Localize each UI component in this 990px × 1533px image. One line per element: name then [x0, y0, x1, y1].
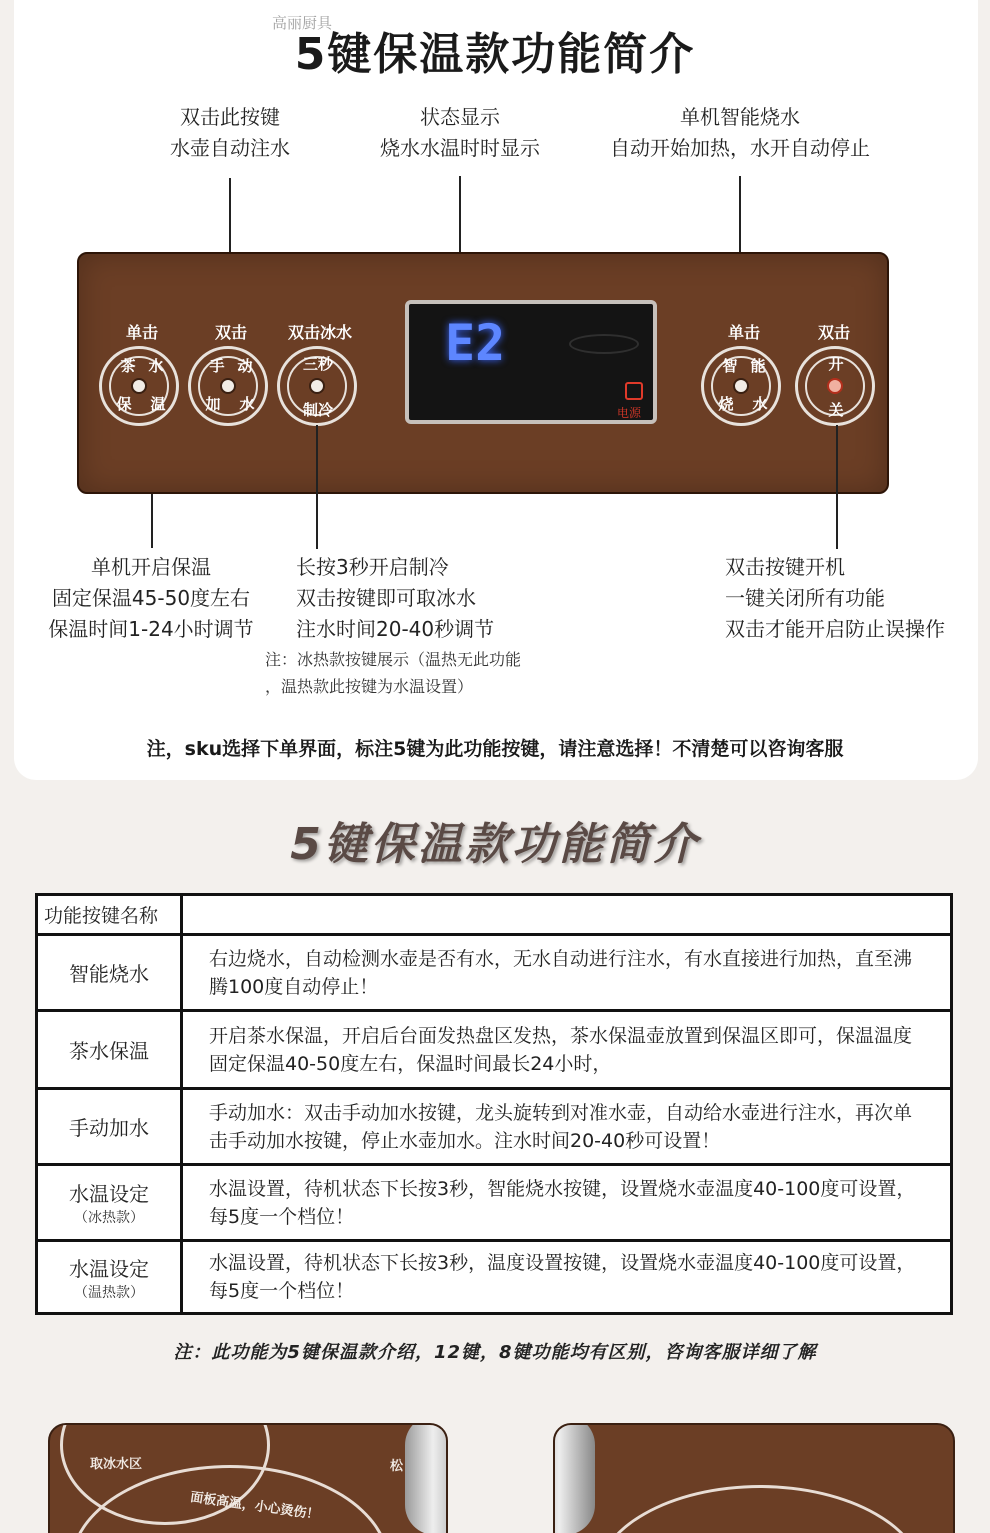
page-title: 5键保温款功能简介: [294, 29, 696, 80]
btn-char: 茶: [120, 357, 136, 375]
callout-cold-line3: 注水时间20-40秒调节: [296, 617, 495, 641]
table-desc-cell: 水温设置，待机状态下长按3秒，温度设置按键，设置烧水壶温度40-100度可设置，每5度一个档位！: [182, 1241, 952, 1314]
btn-char: 智: [722, 357, 738, 375]
leader-line-cold: [316, 425, 318, 549]
product-photo-right: [553, 1423, 955, 1533]
table-row: [37, 1241, 952, 1314]
section-title: 5键保温款功能简介: [290, 819, 700, 870]
tea-keep-warm-button[interactable]: [99, 346, 179, 426]
btn-label-tea: 单击: [125, 323, 158, 342]
table-key-cell: [37, 935, 182, 1011]
table-row: [37, 1165, 952, 1241]
cold-button-note: [265, 646, 521, 700]
kettle-graphic: [405, 1423, 448, 1533]
power-icon: [625, 382, 643, 400]
table-desc-cell: 手动加水：双击手动加水按键，龙头旋转到对准水壶，自动给水壶进行注水，再次单击手动加水按键，停止水壶加水。注水时间20-40秒可设置！: [182, 1089, 952, 1165]
callout-cold-line1: 长按3秒开启制冷: [296, 555, 449, 579]
callout-boil-line1: 单机智能烧水: [680, 105, 800, 129]
key-name: 水温设定: [69, 1182, 149, 1206]
btn-char: 烧: [718, 395, 734, 413]
model-note: 注：此功能为5键保温款介绍，12键，8键功能均有区别，咨询客服详细了解: [173, 1342, 817, 1363]
status-display: [405, 300, 657, 424]
key-name: 智能烧水: [69, 962, 149, 986]
key-sub: （温热款）: [74, 1284, 144, 1301]
callout-keep-warm-line2: 固定保温45-50度左右: [51, 586, 251, 610]
smart-boil-button[interactable]: [701, 346, 781, 426]
btn-label-manual: 双击: [214, 323, 247, 342]
photo-label: 面板高温，小心烫伤！: [189, 1490, 321, 1523]
table-desc-cell: 右边烧水，自动检测水壶是否有水，无水自动进行注水，有水直接进行加热，直至沸腾100度自动停止！: [182, 935, 952, 1011]
btn-label-boil: 单击: [727, 323, 760, 342]
table-header-key: 功能按键名称: [37, 895, 182, 935]
display-ring-graphic: [569, 334, 639, 354]
callout-power-line2: 一键关闭所有功能: [725, 586, 885, 610]
display-code: E2: [445, 314, 506, 372]
btn-char: 三秒: [302, 355, 333, 373]
callout-status-line1: 状态显示: [420, 105, 500, 129]
leader-line-power: [836, 425, 838, 549]
callout-keep-warm: [20, 552, 282, 645]
product-photo-left: [48, 1423, 448, 1533]
kettle-graphic: [553, 1423, 595, 1533]
callout-cold-line2: 双击按键即可取冰水: [296, 586, 476, 610]
callout-status-line2: 烧水水温时时显示: [380, 136, 540, 160]
callout-power: [725, 552, 975, 645]
function-table: [35, 893, 953, 1315]
callout-cold: [296, 552, 556, 645]
callout-kettle-line1: 双击此按键: [180, 105, 280, 129]
table-row: [37, 1011, 952, 1089]
table-key-cell: [37, 1011, 182, 1089]
btn-char: 加: [205, 395, 221, 413]
btn-char: 制冷: [302, 401, 333, 419]
cold-note-line1: 注：冰热款按键展示（温热无此功能: [265, 650, 522, 669]
sku-note: 注，sku选择下单界面，标注5键为此功能按键，请注意选择！不清楚可以咨询客服: [146, 738, 844, 760]
callout-power-line3: 双击才能开启防止误操作: [725, 617, 945, 641]
btn-char: 水: [148, 357, 164, 375]
table-row: [37, 1089, 952, 1165]
table-header-desc: [182, 895, 952, 935]
btn-char: 温: [150, 395, 166, 413]
key-sub: （冰热款）: [74, 1210, 144, 1226]
leader-line-keep-warm: [151, 494, 153, 548]
callout-boil-line2: 自动开始加热，水开自动停止: [610, 136, 870, 160]
btn-label-power: 双击: [817, 323, 850, 342]
callout-keep-warm-line3: 保温时间1-24小时调节: [48, 617, 254, 641]
table-desc-cell: 开启茶水保温，开启后台面发热盘区发热，茶水保温壶放置到保温区即可，保温温度固定保温40-50度左右，保温时间最长24小时，: [182, 1011, 952, 1089]
table-key-cell: [37, 1165, 182, 1241]
key-name: 水温设定: [69, 1256, 149, 1281]
btn-char: 开: [828, 355, 844, 373]
ring-graphic: [595, 1485, 925, 1533]
callout-power-line1: 双击按键开机: [725, 555, 845, 579]
table-desc-cell: 水温设置，待机状态下长按3秒，智能烧水按键，设置烧水壶温度40-100度可设置，每5度一个档位！: [182, 1165, 952, 1241]
btn-char: 保: [116, 395, 132, 413]
btn-char: 关: [828, 401, 844, 419]
callout-keep-warm-line1: 单机开启保温: [91, 555, 211, 579]
btn-char: 手: [209, 357, 225, 375]
table-key-cell: [37, 1241, 182, 1314]
cold-note-line2: ，温热款此按键为水温设置）: [265, 677, 474, 696]
brand-watermark: 高丽厨具: [272, 14, 333, 32]
callout-kettle-line2: 水壶自动注水: [170, 136, 290, 160]
btn-char: 水: [239, 395, 255, 413]
manual-add-water-button[interactable]: [188, 346, 268, 426]
key-name: 手动加水: [69, 1116, 149, 1140]
key-name: 茶水保温: [69, 1039, 149, 1063]
leader-line-status: [459, 176, 461, 252]
btn-char: 能: [750, 357, 766, 375]
btn-char: 水: [752, 395, 768, 413]
cold-water-button[interactable]: [277, 346, 357, 426]
btn-char: 动: [237, 357, 253, 375]
callout-kettle: [150, 102, 310, 164]
callout-boil: [590, 102, 890, 164]
power-label: 电源: [617, 406, 642, 420]
photo-label: 取冰水区: [90, 1457, 143, 1472]
photo-label: 松: [390, 1459, 404, 1474]
table-key-cell: [37, 1089, 182, 1165]
table-row: [37, 935, 952, 1011]
power-on-off-button[interactable]: [795, 346, 875, 426]
btn-label-cold: 双击冰水: [287, 323, 352, 342]
callout-status: [360, 102, 560, 164]
